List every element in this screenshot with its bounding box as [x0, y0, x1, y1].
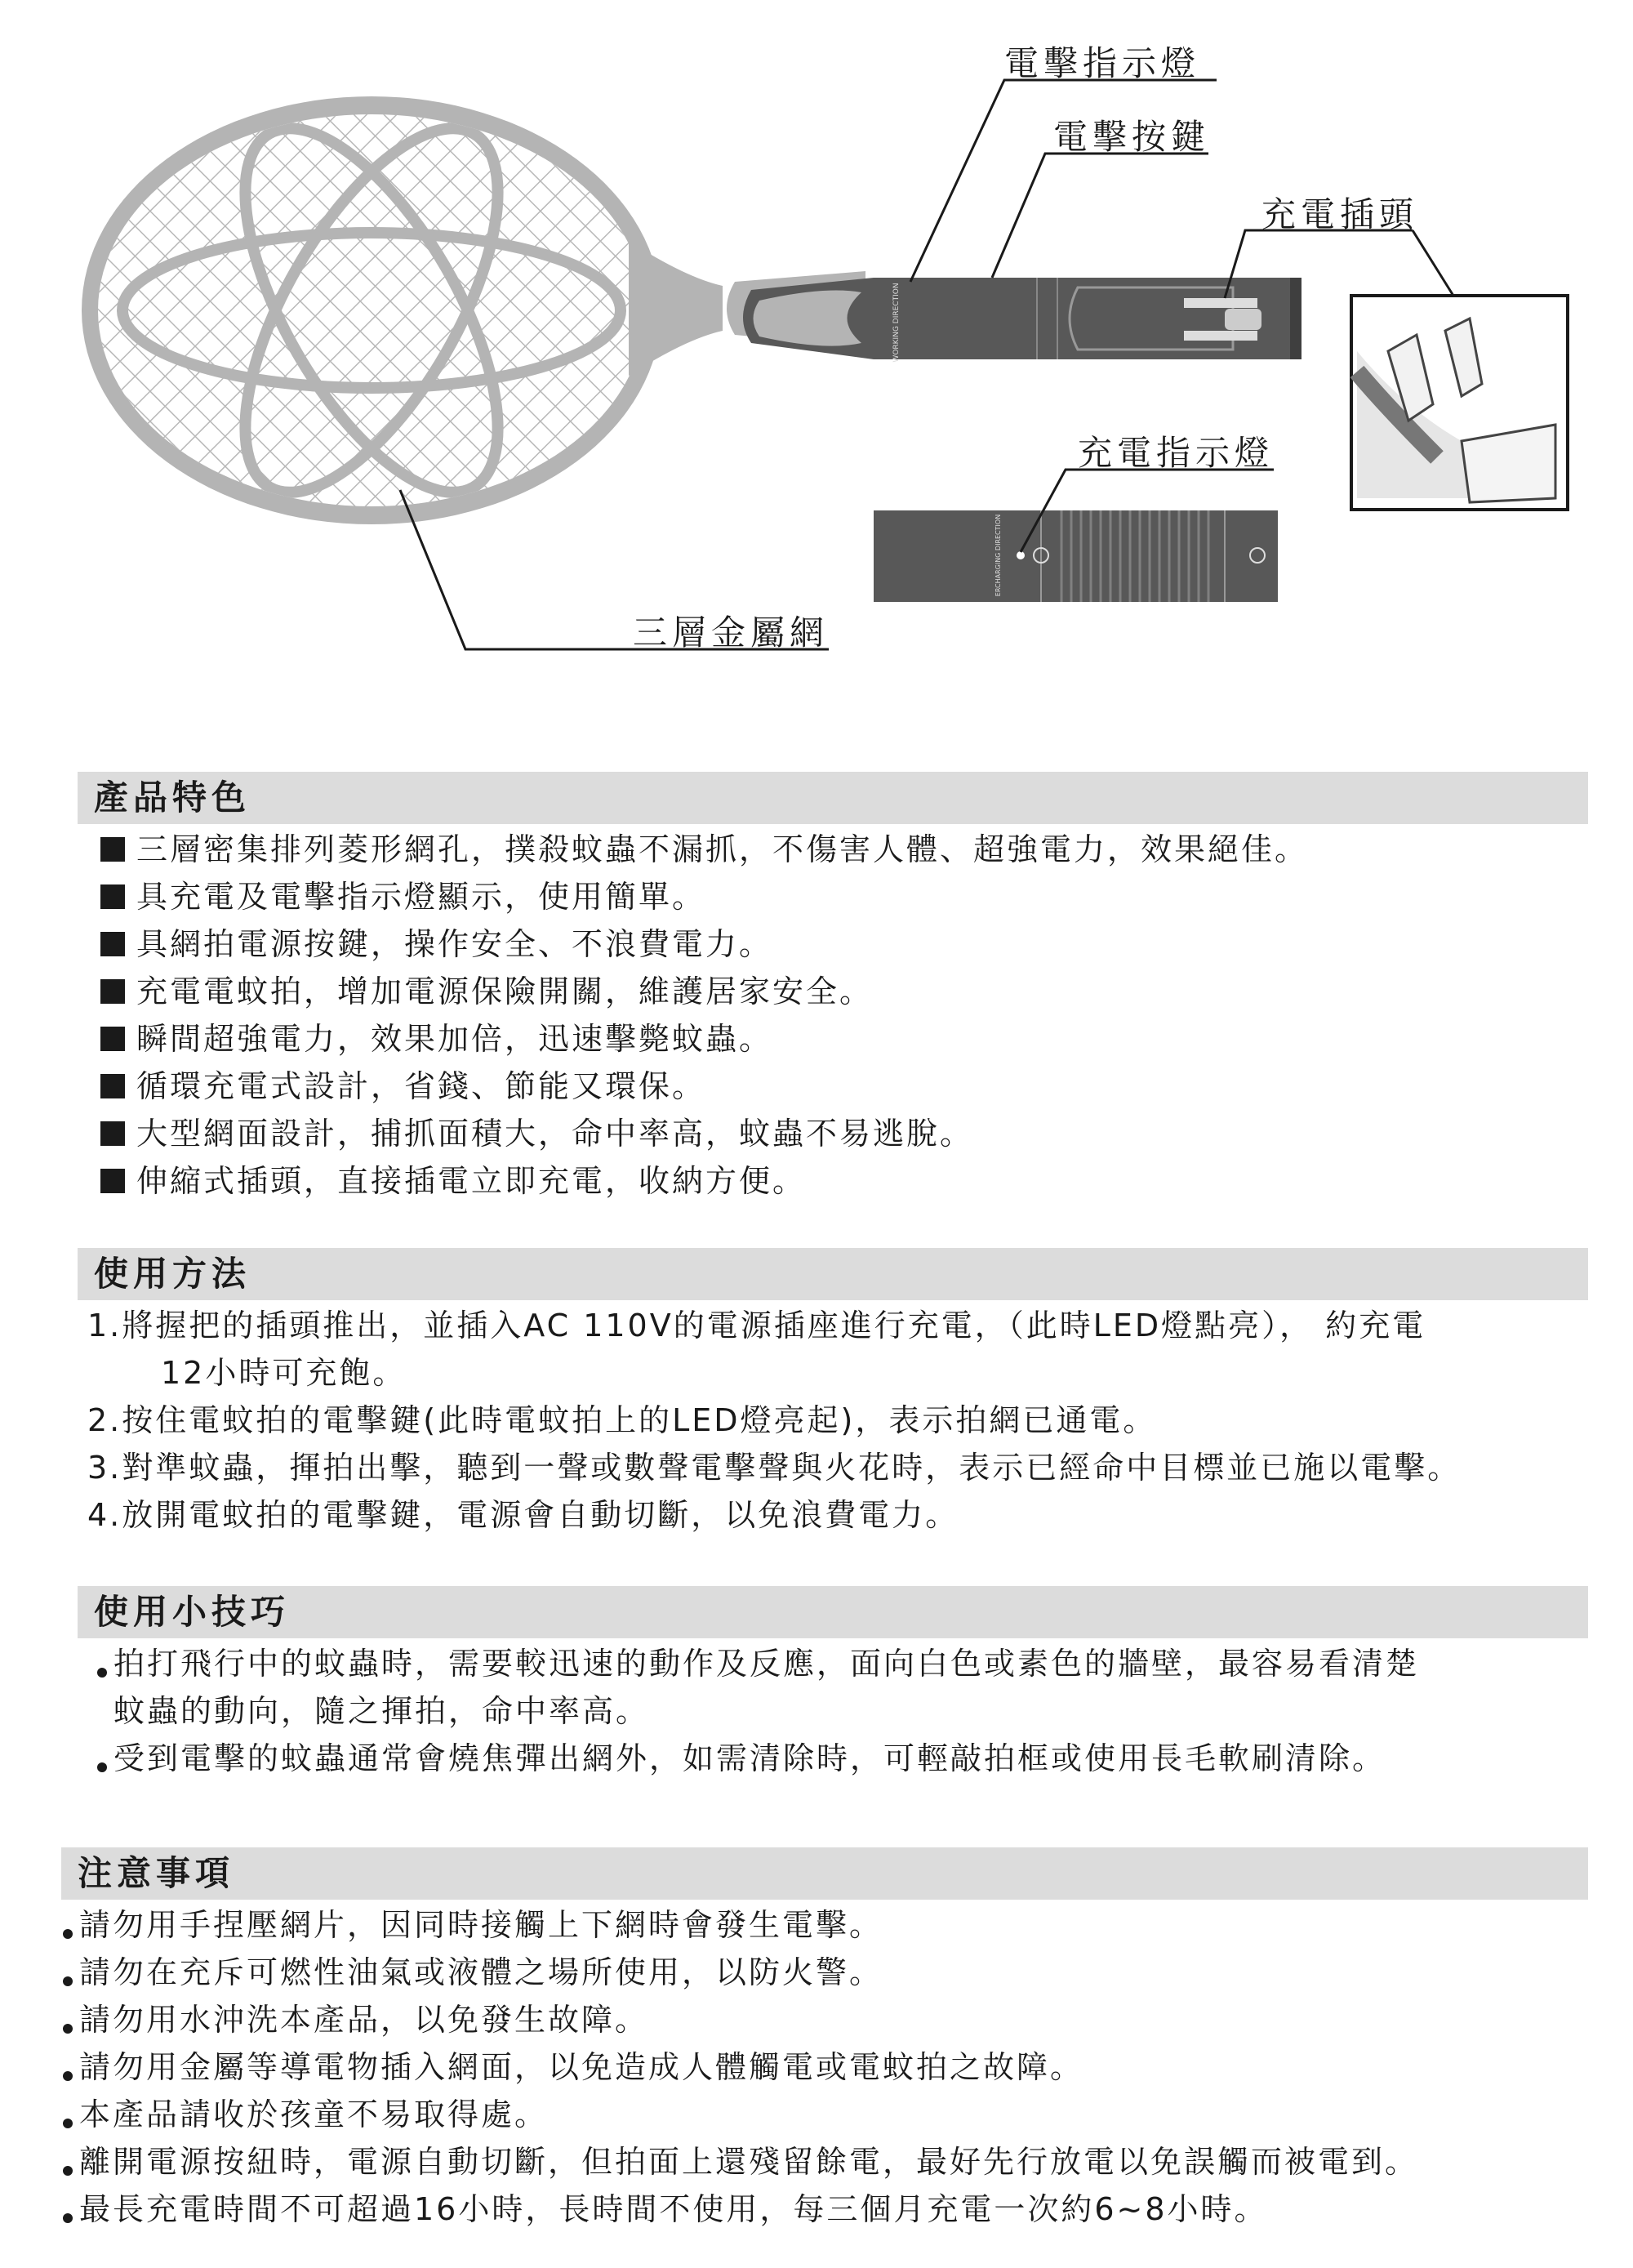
caution-item: 最長充電時間不可超過16小時，長時間不使用，每三個月充電一次約6~8小時。	[61, 2186, 1588, 2233]
features-section	[78, 772, 1588, 1205]
caution-item: 請勿在充斥可燃性油氣或液體之場所使用，以防火警。	[61, 1949, 1588, 1996]
usage-step-text: 1.將握把的插頭推出，並插入AC 110V的電源插座進行充電，（此時LED燈點亮）， 約充電	[87, 1308, 1426, 1343]
tip-item	[78, 1735, 1588, 1782]
working-direction-text: WORKING DIRECTION	[892, 283, 901, 363]
caution-item: 請勿用手捏壓網片，因同時接觸上下網時會發生電擊。	[61, 1901, 1588, 1949]
usage-step	[78, 1444, 1588, 1491]
tips-list	[78, 1640, 1588, 1782]
handle-bottom-view	[874, 510, 1278, 602]
callout-three-layer-mesh: 三層金屬網	[633, 613, 830, 653]
features-list	[78, 826, 1588, 1205]
caution-item: 離開電源按紐時，電源自動切斷，但拍面上還殘留餘電，最好先行放電以免誤觸而被電到。	[61, 2138, 1588, 2186]
charging-direction-text: ERCHARGING DIRECTION	[994, 514, 1002, 597]
feature-item: 具網拍電源按鍵，操作安全、不浪費電力。	[78, 920, 1588, 968]
tips-section	[78, 1586, 1588, 1782]
cautions-section	[61, 1847, 1588, 2233]
feature-item: 三層密集排列菱形網孔，撲殺蚊蟲不漏抓，不傷害人體、超強電力，效果絕佳。	[78, 826, 1588, 873]
callout-shock-indicator: 電擊指示燈	[1004, 43, 1201, 83]
caution-item: 請勿用金屬等導電物插入網面，以免造成人體觸電或電蚊拍之故障。	[61, 2043, 1588, 2091]
usage-step-text: 4.放開電蚊拍的電擊鍵，電源會自動切斷，以免浪費電力。	[87, 1497, 959, 1533]
usage-step-text: 3.對準蚊蟲，揮拍出擊，聽到一聲或數聲電擊聲與火花時，表示已經命中目標並已施以電擊。	[87, 1450, 1462, 1486]
feature-item: 大型網面設計，捕抓面積大，命中率高，蚊蟲不易逃脫。	[78, 1110, 1588, 1157]
tip-text: 受到電擊的蚊蟲通常會燒焦彈出網外，如需清除時，可輕敲拍框或使用長毛軟刷清除。	[113, 1740, 1386, 1776]
feature-item: 伸縮式插頭，直接插電立即充電，收納方便。	[78, 1157, 1588, 1205]
plug-zoom-box	[1351, 296, 1568, 510]
feature-item: 充電電蚊拍，增加電源保險開關，維護居家安全。	[78, 968, 1588, 1015]
callout-charging-indicator: 充電指示燈	[1078, 433, 1275, 473]
cautions-list	[61, 1901, 1588, 2233]
usage-step-text: 2.按住電蚊拍的電擊鍵(此時電蚊拍上的LED燈亮起)，表示拍網已通電。	[87, 1402, 1157, 1438]
caution-item: 本產品請收於孩童不易取得處。	[61, 2091, 1588, 2138]
usage-step	[78, 1302, 1588, 1397]
cautions-title: 注意事項	[61, 1847, 1588, 1900]
racket-neck	[629, 241, 723, 376]
callout-shock-button: 電擊按鍵	[1053, 117, 1211, 157]
usage-step-continuation: 12小時可充飽。	[161, 1355, 407, 1391]
feature-item: 具充電及電擊指示燈顯示，使用簡單。	[78, 873, 1588, 920]
racket-head	[82, 91, 670, 530]
tip-text: 拍打飛行中的蚊蟲時，需要較迅速的動作及反應，面向白色或素色的牆壁，最容易看清楚	[113, 1646, 1420, 1682]
usage-list	[78, 1302, 1588, 1539]
feature-item: 循環充電式設計，省錢、節能又環保。	[78, 1063, 1588, 1110]
usage-section	[78, 1248, 1588, 1539]
usage-title: 使用方法	[78, 1248, 1588, 1300]
tip-item	[78, 1640, 1588, 1735]
usage-step	[78, 1491, 1588, 1539]
usage-step	[78, 1397, 1588, 1444]
tips-title: 使用小技巧	[78, 1586, 1588, 1638]
callout-charging-plug: 充電插頭	[1261, 194, 1419, 234]
tip-continuation: 蚊蟲的動向，隨之揮拍，命中率高。	[113, 1693, 650, 1729]
feature-item: 瞬間超強電力，效果加倍，迅速擊斃蚊蟲。	[78, 1015, 1588, 1063]
features-title: 產品特色	[78, 772, 1588, 824]
racket-handle	[727, 271, 1302, 359]
caution-item: 請勿用水沖洗本產品，以免發生故障。	[61, 1996, 1588, 2043]
